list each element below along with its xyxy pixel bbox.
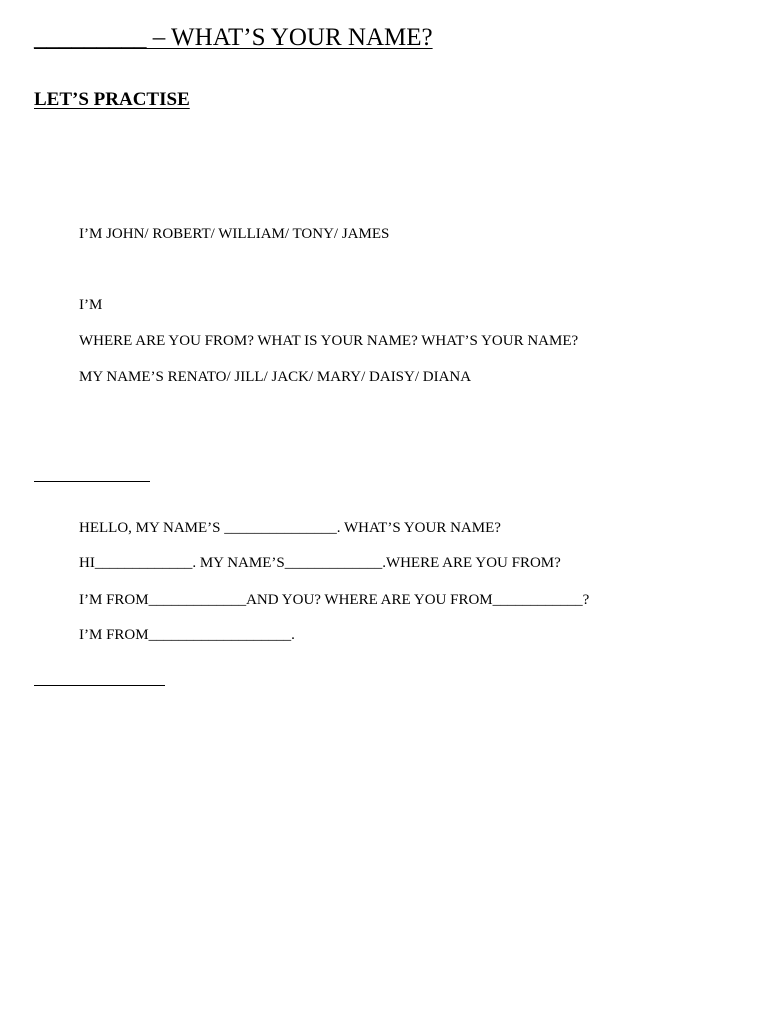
blank-rule [34,685,165,686]
dialogue-line: HELLO, MY NAME’S _______________. WHAT’S YOUR NAME? [79,520,501,536]
dialogue-line: HI_____________. MY NAME’S_____________.WHERE ARE YOU FROM? [79,555,561,571]
practice-line: WHERE ARE YOU FROM? WHAT IS YOUR NAME? WHAT’S YOUR NAME? [79,333,579,349]
practice-line: I’M [79,297,103,313]
section-heading: LET’S PRACTISE [34,89,190,110]
practice-line: I’M JOHN/ ROBERT/ WILLIAM/ TONY/ JAMES [79,226,390,242]
dialogue-line: I’M FROM_____________AND YOU? WHERE ARE YOU FROM____________? [79,592,590,608]
worksheet-title: _________ – WHAT’S YOUR NAME? [34,24,433,51]
dialogue-line: I’M FROM___________________. [79,627,295,643]
practice-line: MY NAME’S RENATO/ JILL/ JACK/ MARY/ DAISY/ DIANA [79,369,472,385]
blank-rule [34,481,150,482]
